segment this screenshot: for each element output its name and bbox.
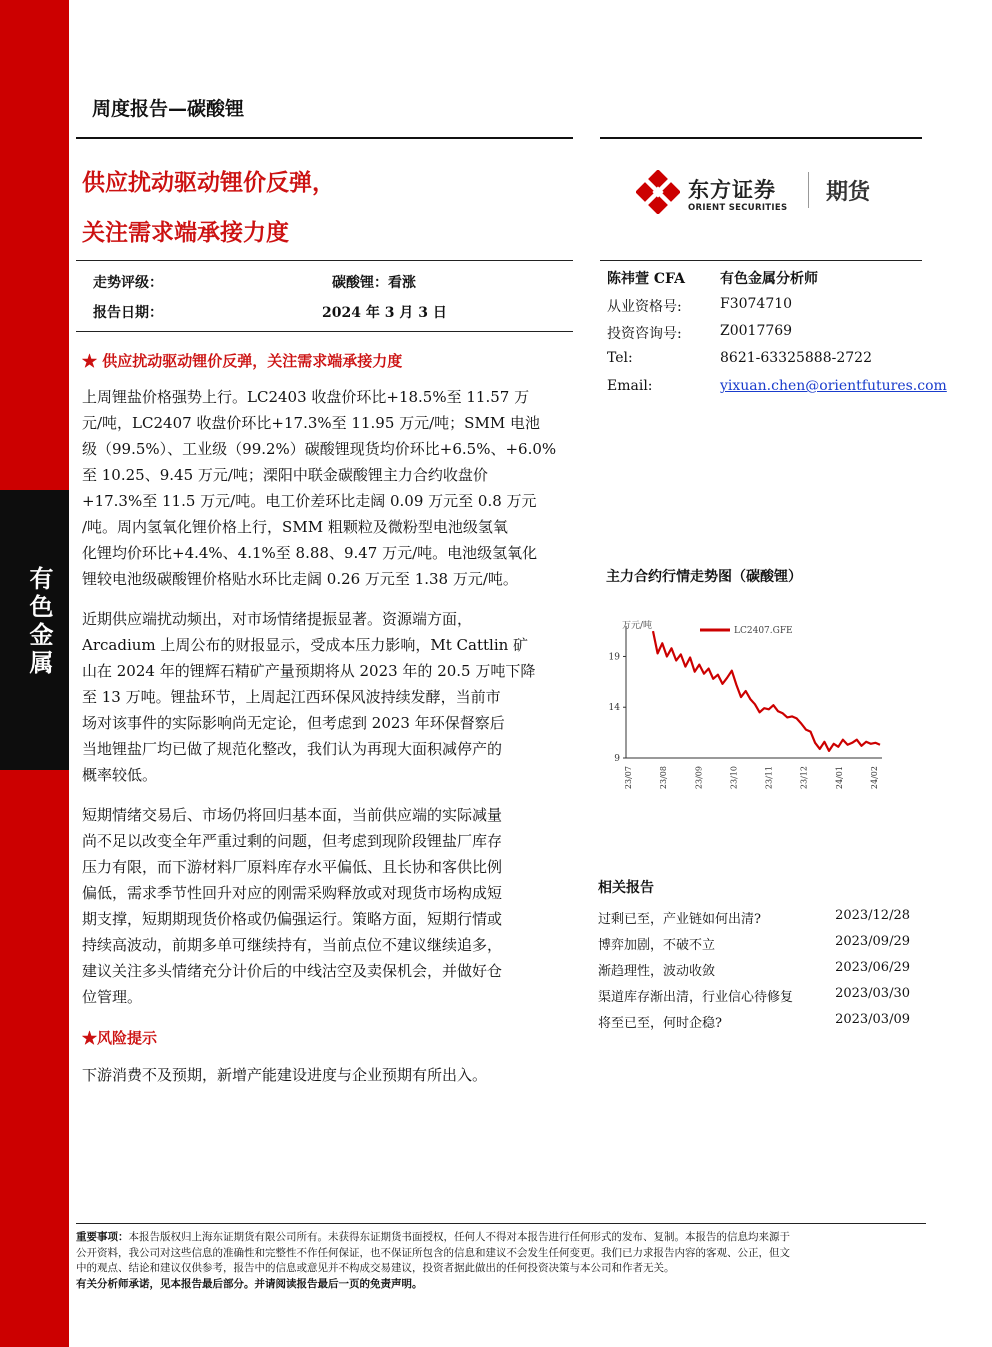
price-trend-chart (600, 612, 920, 802)
x-tick-label: 23/07 (624, 766, 633, 790)
summary-title: ★ 供应扰动驱动锂价反弹，关注需求端承接力度 (82, 352, 403, 370)
y-tick-label: 19 (608, 652, 620, 663)
email-label: Email: (607, 378, 653, 394)
orient-logo-icon (636, 170, 680, 214)
logo-separator (808, 172, 809, 208)
related-report-item[interactable] (598, 934, 910, 960)
rating-value: 碳酸锂：看涨 (332, 275, 416, 291)
related-report-date: 2023/03/09 (835, 1012, 910, 1027)
header-rule-right (600, 137, 922, 139)
company-logo (636, 166, 886, 222)
related-report-item[interactable] (598, 908, 910, 934)
related-report-item[interactable] (598, 1012, 910, 1038)
related-report-item[interactable] (598, 960, 910, 986)
paragraph-2-line: 当地锂盐厂均已做了规范化整改，我们认为再现大面积减停产的 (82, 740, 503, 758)
related-reports-list (598, 908, 910, 1038)
paragraph-3-line: 建议关注多头情绪充分计价后的中线沽空及卖保机会，并做好仓 (82, 962, 503, 980)
chart-title: 主力合约行情走势图（碳酸锂） (606, 569, 802, 585)
paragraph-3-line: 偏低，需求季节性回升对应的刚需采购释放或对现货市场构成短 (82, 884, 503, 902)
paragraph-3-line: 位管理。 (82, 988, 143, 1006)
paragraph-3-line: 持续高波动，前期多单可继续持有，当前点位不建议继续追多， (82, 936, 503, 954)
header-rule-left (76, 137, 573, 139)
paragraph-1-line: 锂较电池级碳酸锂价格贴水环比走阔 0.26 万元至 1.38 万元/吨。 (82, 570, 518, 588)
y-axis-label: 万元/吨 (622, 621, 653, 631)
paragraph-3 (82, 802, 564, 1010)
related-report-date: 2023/12/28 (835, 908, 910, 923)
paragraph-1-line: +17.3%至 11.5 万元/吨。电工价差环比走阔 0.09 万元至 0.8 万元 (82, 492, 537, 510)
consult-value: Z0017769 (720, 323, 793, 339)
disclaimer-text: 中的观点、结论和建议仅供参考，报告中的信息或意见并不构成交易建议，投资者据此做出的任何投资决策与本公司和作者无关。 (76, 1262, 675, 1275)
meta-rule-top (76, 260, 573, 261)
disclaimer-text: 本报告版权归上海东证期货有限公司所有。未获得东证期货书面授权，任何人不得对本报告进行任何形式的发布、复制。本报告的信息均来源于 (128, 1231, 790, 1243)
related-report-date: 2023/09/29 (835, 934, 910, 949)
paragraph-2-line: Arcadium 上周公布的财报显示，受成本压力影响，Mt Cattlin 矿 (82, 636, 529, 654)
logo-name-cn: 东方证券 (688, 178, 776, 202)
disclaimer-note: 有关分析师承诺，见本报告最后部分。并请阅读报告最后一页的免责声明。 (76, 1277, 423, 1290)
related-report-title: 渠道库存渐出清，行业信心待修复 (598, 990, 794, 1005)
paragraph-2-line: 山在 2024 年的锂辉石精矿产量预期将从 2023 年的 20.5 万吨下降 (82, 662, 536, 680)
tel-value: 8621-63325888-2722 (720, 350, 872, 366)
related-report-item[interactable] (598, 986, 910, 1012)
analyst-title: 有色金属分析师 (720, 271, 818, 287)
analyst-rule-top (600, 260, 922, 261)
related-report-title: 将至已至，何时企稳? (598, 1016, 722, 1031)
email-link[interactable]: yixuan.chen@orientfutures.com (720, 378, 947, 394)
disclaimer-label: 重要事项： (76, 1231, 129, 1243)
paragraph-3-line: 压力有限，而下游材料厂原料库存水平偏低、且长协和客供比例 (82, 858, 503, 876)
x-tick-label: 23/12 (799, 766, 809, 790)
related-report-title: 过剩已至，产业链如何出清? (598, 912, 761, 927)
paragraph-3-line: 期支撑，短期期现货价格或仍偏强运行。策略方面，短期行情或 (82, 910, 503, 928)
disclaimer-rule (76, 1223, 926, 1224)
paragraph-2-line: 场对该事件的实际影响尚无定论，但考虑到 2023 年环保督察后 (82, 714, 505, 732)
related-report-date: 2023/06/29 (835, 960, 910, 975)
paragraph-1-line: /吨。周内氢氧化锂价格上行，SMM 粗颗粒及微粉型电池级氢氧 (82, 518, 508, 536)
related-report-title: 博弈加剧，不破不立 (598, 938, 716, 953)
legend-label: LC2407.GFE (734, 626, 793, 636)
disclaimer (76, 1230, 926, 1292)
series-line (653, 631, 880, 751)
paragraph-2 (82, 606, 564, 788)
x-tick-label: 24/02 (870, 766, 879, 790)
x-tick-label: 23/08 (659, 766, 669, 790)
paragraph-1 (82, 384, 564, 592)
tel-label: Tel: (607, 350, 633, 366)
rating-label: 走势评级： (93, 275, 163, 291)
paragraph-2-line: 近期供应端扰动频出，对市场情绪提振显著。资源端方面， (82, 610, 473, 628)
paragraph-1-line: 至 10.25、9.45 万元/吨；溧阳中联金碳酸锂主力合约收盘价 (82, 466, 488, 484)
date-label: 报告日期： (93, 305, 163, 321)
x-tick-label: 23/10 (729, 766, 739, 790)
license-value: F3074710 (720, 296, 793, 312)
consult-label: 投资咨询号: (607, 326, 682, 342)
paragraph-2-line: 至 13 万吨。锂盐环节，上周起江西环保风波持续发酵，当前市 (82, 688, 501, 706)
analyst-name: 陈祎萱 CFA (607, 271, 685, 287)
paragraph-1-line: 上周锂盐价格强势上行。LC2403 收盘价环比+18.5%至 11.57 万 (82, 388, 530, 406)
report-type-title: 周度报告—碳酸锂 (92, 98, 245, 120)
paragraph-1-line: 化锂均价环比+4.4%、4.1%至 8.88、9.47 万元/吨。电池级氢氧化 (82, 544, 538, 562)
related-report-date: 2023/03/30 (835, 986, 910, 1001)
y-tick-label: 14 (608, 703, 620, 714)
x-tick-label: 24/01 (834, 766, 844, 790)
headline-line-1: 供应扰动驱动锂价反弹， (82, 170, 335, 196)
paragraph-1-line: 级（99.5%）、工业级（99.2%）碳酸锂现货均价环比+6.5%、+6.0% (82, 440, 557, 458)
logo-division: 期货 (826, 180, 871, 205)
risk-text: 下游消费不及预期，新增产能建设进度与企业预期有所出入。 (82, 1066, 488, 1084)
license-label: 从业资格号: (607, 299, 682, 315)
paragraph-3-line: 尚不足以改变全年严重过剩的问题，但考虑到现阶段锂盐厂库存 (82, 832, 503, 850)
related-report-title: 渐趋理性，波动收敛 (598, 964, 716, 979)
paragraph-1-line: 元/吨，LC2407 收盘价环比+17.3%至 11.95 万元/吨；SMM 电池 (82, 414, 540, 432)
related-reports-title: 相关报告 (598, 880, 654, 896)
risk-title: ★风险提示 (82, 1029, 158, 1047)
date-value: 2024 年 3 月 3 日 (322, 305, 447, 321)
x-tick-label: 23/11 (764, 766, 774, 790)
chart-container (600, 612, 920, 802)
x-tick-label: 23/09 (694, 766, 704, 790)
paragraph-2-line: 概率较低。 (82, 766, 158, 784)
logo-name-en: ORIENT SECURITIES (688, 203, 788, 213)
paragraph-3-line: 短期情绪交易后、市场仍将回归基本面，当前供应端的实际减量 (82, 806, 503, 824)
headline-line-2: 关注需求端承接力度 (82, 220, 289, 246)
meta-rule-bottom (76, 331, 573, 332)
sector-label: 有色金属 (25, 566, 53, 678)
disclaimer-text: 公开资料，我公司对这些信息的准确性和完整性不作任何保证，也不保证所包含的信息和建议不会发生任何变更。我们已力求报告内容的客观、公正，但文 (76, 1246, 790, 1259)
y-tick-label: 9 (614, 754, 620, 764)
